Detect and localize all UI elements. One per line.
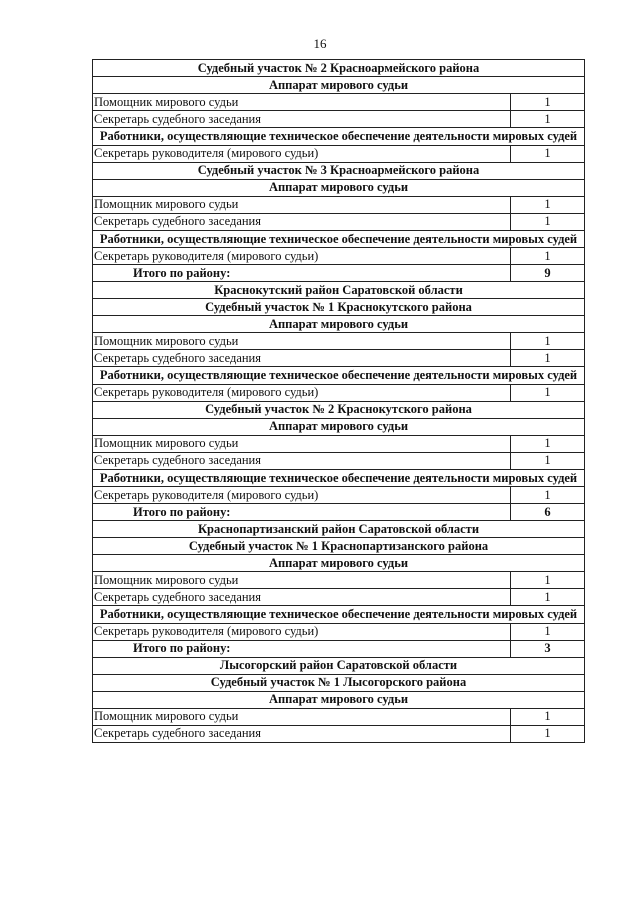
table-row xyxy=(93,94,585,111)
position-label: Помощник мирового судьи xyxy=(93,94,511,111)
position-label: Секретарь руководителя (мирового судьи) xyxy=(93,384,511,401)
position-label: Секретарь судебного заседания xyxy=(93,111,511,128)
district-total-row xyxy=(93,265,585,282)
table-row xyxy=(93,589,585,606)
section-header: Лысогорский район Саратовской области xyxy=(93,657,585,674)
position-label: Секретарь руководителя (мирового судьи) xyxy=(93,145,511,162)
section-header-row xyxy=(93,367,585,385)
position-count: 1 xyxy=(511,94,585,111)
section-header-row xyxy=(93,316,585,333)
section-header: Аппарат мирового судьи xyxy=(93,418,585,435)
section-header-row xyxy=(93,657,585,674)
position-label: Секретарь руководителя (мирового судьи) xyxy=(93,248,511,265)
total-value: 6 xyxy=(511,504,585,521)
district-total-row xyxy=(93,640,585,657)
position-label: Помощник мирового судьи xyxy=(93,196,511,213)
position-count: 1 xyxy=(511,589,585,606)
position-label: Секретарь судебного заседания xyxy=(93,452,511,469)
total-label: Итого по району: xyxy=(93,640,511,657)
section-header: Судебный участок № 2 Красноармейского района xyxy=(93,60,585,77)
table-row xyxy=(93,333,585,350)
table-row xyxy=(93,725,585,742)
section-header: Краснокутский район Саратовской области xyxy=(93,282,585,299)
section-header-row xyxy=(93,60,585,77)
section-header-row xyxy=(93,77,585,94)
table-row xyxy=(93,572,585,589)
section-header-row xyxy=(93,691,585,708)
section-header: Работники, осуществляющие техническое обеспечение деятельности мировых судей xyxy=(93,469,585,487)
section-header: Краснопартизанский район Саратовской области xyxy=(93,521,585,538)
section-header-row xyxy=(93,418,585,435)
position-label: Секретарь судебного заседания xyxy=(93,589,511,606)
position-count: 1 xyxy=(511,145,585,162)
position-label: Помощник мирового судьи xyxy=(93,333,511,350)
total-value: 3 xyxy=(511,640,585,657)
total-label: Итого по району: xyxy=(93,504,511,521)
section-header-row xyxy=(93,162,585,179)
position-label: Секретарь судебного заседания xyxy=(93,213,511,230)
position-count: 1 xyxy=(511,196,585,213)
position-count: 1 xyxy=(511,333,585,350)
position-label: Секретарь судебного заседания xyxy=(93,350,511,367)
table-row xyxy=(93,435,585,452)
section-header: Аппарат мирового судьи xyxy=(93,691,585,708)
section-header: Судебный участок № 3 Красноармейского района xyxy=(93,162,585,179)
section-header: Аппарат мирового судьи xyxy=(93,179,585,196)
total-label: Итого по району: xyxy=(93,265,511,282)
staffing-table xyxy=(92,59,585,743)
table-row xyxy=(93,145,585,162)
section-header-row xyxy=(93,538,585,555)
section-header: Аппарат мирового судьи xyxy=(93,316,585,333)
section-header: Судебный участок № 1 Краснопартизанского района xyxy=(93,538,585,555)
section-header: Работники, осуществляющие техническое обеспечение деятельности мировых судей xyxy=(93,230,585,248)
section-header: Работники, осуществляющие техническое обеспечение деятельности мировых судей xyxy=(93,606,585,624)
section-header-row xyxy=(93,282,585,299)
section-header-row xyxy=(93,469,585,487)
table-row xyxy=(93,487,585,504)
table-row xyxy=(93,350,585,367)
section-header-row xyxy=(93,555,585,572)
position-label: Секретарь руководителя (мирового судьи) xyxy=(93,623,511,640)
position-label: Помощник мирового судьи xyxy=(93,572,511,589)
position-count: 1 xyxy=(511,213,585,230)
position-count: 1 xyxy=(511,452,585,469)
page-number: 16 xyxy=(313,36,327,51)
table-row xyxy=(93,213,585,230)
section-header: Судебный участок № 1 Лысогорского района xyxy=(93,674,585,691)
section-header-row xyxy=(93,606,585,624)
staffing-table-body xyxy=(93,60,585,743)
position-count: 1 xyxy=(511,248,585,265)
section-header-row xyxy=(93,179,585,196)
position-count: 1 xyxy=(511,111,585,128)
section-header: Работники, осуществляющие техническое обеспечение деятельности мировых судей xyxy=(93,128,585,146)
table-row xyxy=(93,384,585,401)
position-count: 1 xyxy=(511,623,585,640)
section-header-row xyxy=(93,128,585,146)
total-value: 9 xyxy=(511,265,585,282)
position-label: Помощник мирового судьи xyxy=(93,708,511,725)
section-header: Аппарат мирового судьи xyxy=(93,555,585,572)
section-header: Работники, осуществляющие техническое обеспечение деятельности мировых судей xyxy=(93,367,585,385)
position-label: Помощник мирового судьи xyxy=(93,435,511,452)
section-header-row xyxy=(93,230,585,248)
table-row xyxy=(93,452,585,469)
section-header: Аппарат мирового судьи xyxy=(93,77,585,94)
position-count: 1 xyxy=(511,725,585,742)
position-count: 1 xyxy=(511,572,585,589)
position-label: Секретарь руководителя (мирового судьи) xyxy=(93,487,511,504)
position-count: 1 xyxy=(511,708,585,725)
position-count: 1 xyxy=(511,350,585,367)
position-count: 1 xyxy=(511,384,585,401)
section-header-row xyxy=(93,521,585,538)
section-header-row xyxy=(93,674,585,691)
section-header: Судебный участок № 2 Краснокутского района xyxy=(93,401,585,418)
section-header: Судебный участок № 1 Краснокутского района xyxy=(93,299,585,316)
table-row xyxy=(93,623,585,640)
position-label: Секретарь судебного заседания xyxy=(93,725,511,742)
section-header-row xyxy=(93,299,585,316)
table-row xyxy=(93,111,585,128)
table-row xyxy=(93,248,585,265)
table-row xyxy=(93,196,585,213)
table-row xyxy=(93,708,585,725)
position-count: 1 xyxy=(511,487,585,504)
position-count: 1 xyxy=(511,435,585,452)
district-total-row xyxy=(93,504,585,521)
section-header-row xyxy=(93,401,585,418)
